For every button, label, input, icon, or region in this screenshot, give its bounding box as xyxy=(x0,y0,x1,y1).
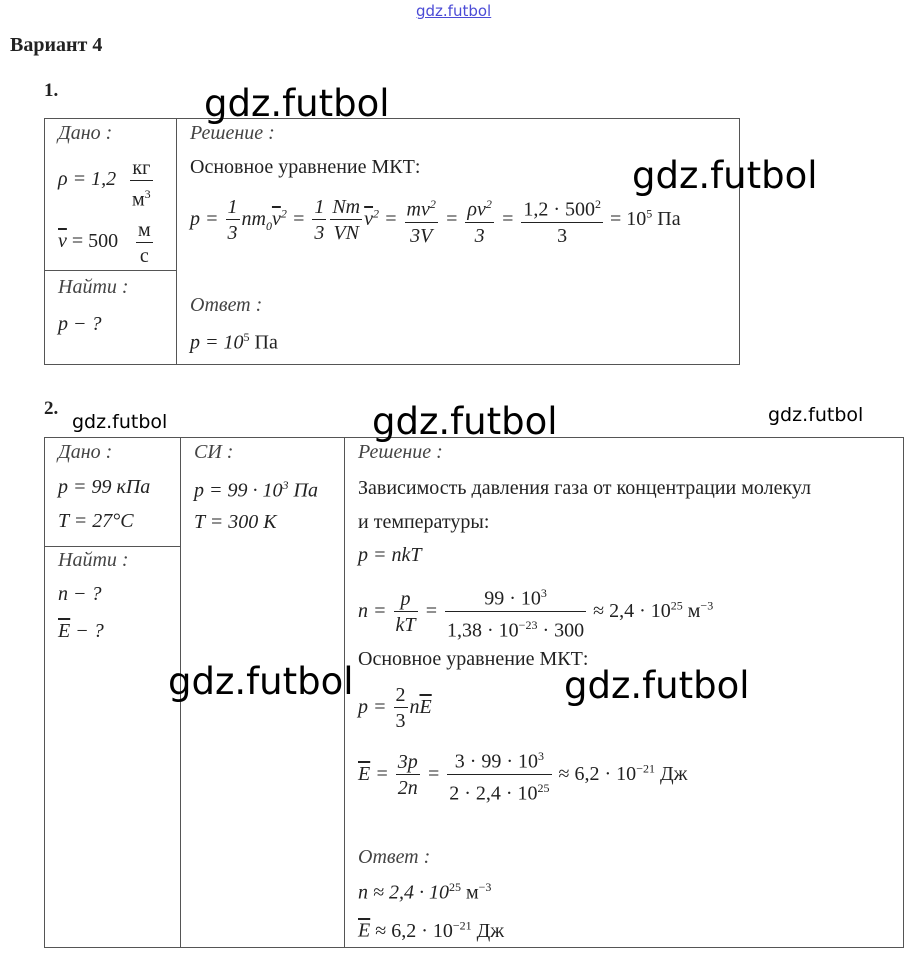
p1-equation: p = $\frac{1}{3}$ $nm_0\overline{v}^2$ = $\frac{1}{3}$ $\frac{Nm}{VN}$ $\overline{v}^2$ = $\frac{mv^2}{3V}$ = $\frac{\rho v^2}{3}$ = $\frac{1,2 \cdot 500^2}{3}$ = $10^5$ Па xyxy=(190,192,681,249)
p2-answer-n: $n \approx 2,4 \cdot 10^{25}$ $м^{-3}$ xyxy=(358,880,492,904)
watermark-6: gdz.futbol xyxy=(168,660,354,703)
p2-text-1: Зависимость давления газа от концентрации молекул xyxy=(358,477,811,499)
p1-given-label: Дано : xyxy=(58,122,113,144)
watermark-4: gdz.futbol xyxy=(372,400,558,443)
watermark-5: gdz.futbol xyxy=(768,404,864,426)
problem-1-given-divider xyxy=(44,270,176,271)
problem-1-divider xyxy=(176,118,177,365)
p2-equation-E: $\overline{E}$ = $\frac{3p}{2n}$ = $\frac{3 \cdot 99 \cdot 10^3}{2 \cdot 2,4 \cdot 10^{25}}$ ≈ $6,2 \cdot 10^{-21}$ Дж xyxy=(358,744,687,806)
p2-given-T: T = 27°C xyxy=(58,510,134,532)
p1-answer: $p = 10^5$ Па xyxy=(190,330,278,354)
p1-find: p − ? xyxy=(58,313,102,335)
p2-given-label: Дано : xyxy=(58,441,113,463)
p1-solution-label: Решение : xyxy=(190,122,275,144)
p2-find-E: $\overline{E}$ − ? xyxy=(58,620,104,642)
p2-find-label: Найти : xyxy=(58,549,129,571)
p1-v-unit: $\frac{м}{с}$ xyxy=(138,219,151,267)
p1-text: Основное уравнение МКТ: xyxy=(190,156,421,178)
p2-formula-1: p = nkT xyxy=(358,544,422,566)
p2-text-3: Основное уравнение МКТ: xyxy=(358,648,589,670)
p2-find-n: n − ? xyxy=(58,583,102,605)
p1-v: $\overline{v} = 500$ xyxy=(58,230,119,252)
problem-2-number: 2. xyxy=(44,398,59,419)
variant-title: Вариант 4 xyxy=(10,34,103,56)
p2-si-p: $p = 99 \cdot 10^3$ Па xyxy=(194,478,318,502)
p2-equation-p: p = $\frac{2}{3}$ $n\overline{E}$ xyxy=(358,684,432,732)
watermark-3: gdz.futbol xyxy=(72,411,168,433)
p1-answer-label: Ответ : xyxy=(190,294,263,316)
p2-answer-label: Ответ : xyxy=(358,846,431,868)
p2-equation-n: n = $\frac{p}{kT}$ = $\frac{99 \cdot 10^3}{1,38 \cdot 10^{-23} \cdot 300}$ ≈ $2,4 \cdot 10^{25}$ $м^{-3}$ xyxy=(358,581,713,643)
p2-si-T: T = 300 К xyxy=(194,511,277,533)
p2-answer-E: $\overline{E} \approx 6,2 \cdot 10^{-21}$ Дж xyxy=(358,918,505,942)
p1-rho: ρ = 1,2 xyxy=(58,168,117,190)
problem-1-number: 1. xyxy=(44,80,59,101)
p1-find-label: Найти : xyxy=(58,276,129,298)
p2-si-label: СИ : xyxy=(194,441,234,463)
p2-solution-label: Решение : xyxy=(358,441,443,463)
watermark-2: gdz.futbol xyxy=(632,154,818,197)
watermark-7: gdz.futbol xyxy=(564,664,750,707)
problem-2-given-divider xyxy=(44,546,180,547)
p2-given-p: p = 99 кПа xyxy=(58,476,151,498)
p1-rho-unit: $\frac{кг}{м^3}$ xyxy=(132,157,151,211)
watermark-top[interactable]: gdz.futbol xyxy=(416,2,492,20)
watermark-1: gdz.futbol xyxy=(204,82,390,125)
p2-text-2: и температуры: xyxy=(358,511,490,533)
